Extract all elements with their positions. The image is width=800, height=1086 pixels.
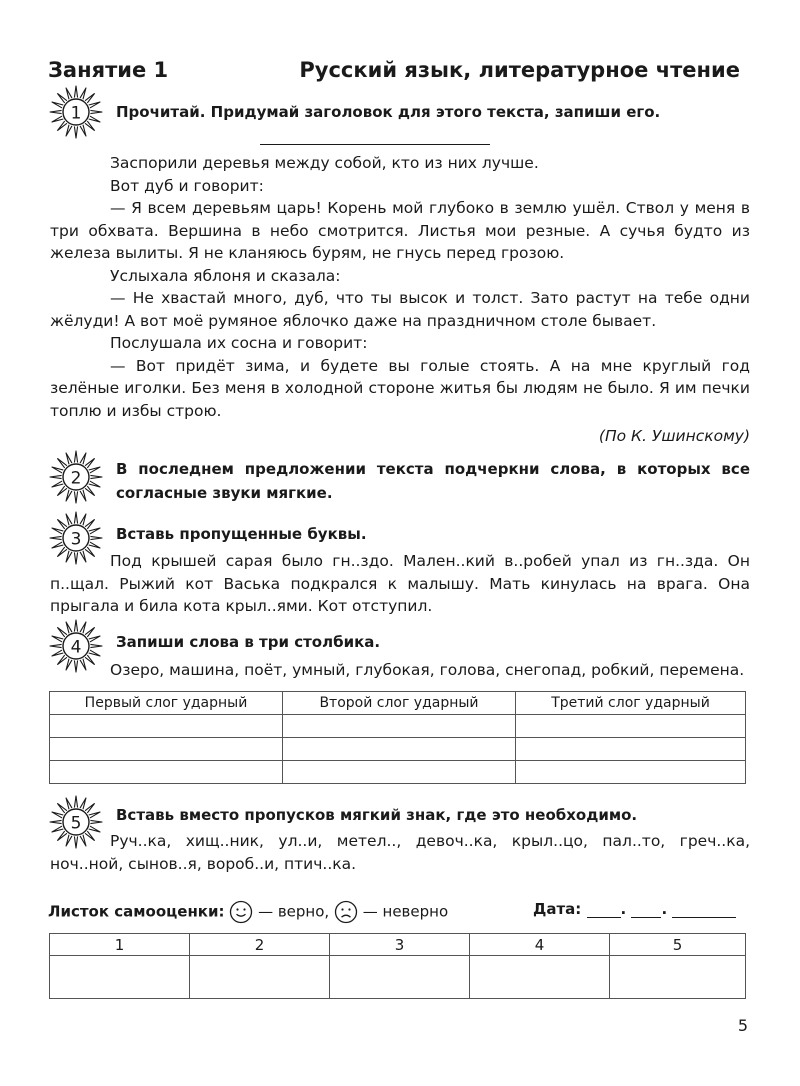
sun-ray <box>80 514 86 525</box>
table-row <box>50 715 746 738</box>
sun-ray <box>52 528 63 534</box>
wrong-label: — неверно <box>362 902 449 921</box>
sun-ray <box>50 475 62 478</box>
sun-ray <box>74 620 77 632</box>
sun-ray <box>74 512 77 524</box>
answer-cell[interactable] <box>516 761 746 784</box>
task5-title: Вставь вместо пропусков мягкий знак, где это необходимо. <box>116 806 638 824</box>
column-header: 3 <box>330 934 470 956</box>
score-cell[interactable] <box>330 956 470 999</box>
answer-cell[interactable] <box>516 715 746 738</box>
paragraph: — Я всем деревьям царь! Корень мой глубоко в землю ушёл. Ствол у меня в три обхвата. Вершина в небо смотрится. Листья мои резные. А сучья будто из железа вылиты. Я не кланяюсь бурям, не гнусь перед грозою. <box>50 199 750 262</box>
sun-ray <box>52 542 63 548</box>
sun-ray <box>66 125 72 136</box>
sun-ray <box>66 798 72 809</box>
sun-ray <box>50 644 62 647</box>
sun-ray <box>80 453 86 464</box>
sun-ray <box>90 644 102 647</box>
column-header: Первый слог ударный <box>50 692 283 715</box>
sun-ray <box>89 102 100 108</box>
subject-title: Русский язык, литературное чтение <box>299 58 740 82</box>
sun-ray <box>89 467 100 473</box>
sun-ray <box>66 490 72 501</box>
sun-ray <box>58 459 67 468</box>
sun-ray <box>58 520 67 529</box>
paragraph: Вот дуб и говорит: <box>110 176 264 195</box>
title-write-line[interactable] <box>260 144 490 145</box>
task4-text <box>50 659 750 682</box>
answer-cell[interactable] <box>283 715 516 738</box>
sun-ray <box>52 102 63 108</box>
task-number: 4 <box>70 637 82 658</box>
sun-ray <box>58 121 67 130</box>
task-number: 3 <box>70 529 82 550</box>
score-cell[interactable] <box>50 956 190 999</box>
sun-ray <box>89 528 100 534</box>
table-row <box>50 738 746 761</box>
paragraph: Послушала их сосна и говорит: <box>110 334 368 352</box>
sun-ray <box>74 126 77 138</box>
sun-ray <box>90 820 102 823</box>
paragraph: Под крышей сарая было гн..здо. Мален..кий в..робей упал из гн..зда. Он п..щал. Рыжий кот Васька подкрался к малышу. Мать кинулась на врага. Она прыгала и била кота крыл..ями. Кот отступил. <box>50 552 750 615</box>
sun-ray <box>85 459 94 468</box>
date-day-blank[interactable] <box>587 901 621 918</box>
sun-ray <box>58 94 67 103</box>
sun-ray <box>74 86 77 98</box>
sun-ray <box>80 798 86 809</box>
sun-ray <box>89 812 100 818</box>
date-label: Дата: <box>533 900 582 918</box>
table-row <box>50 761 746 784</box>
stress-columns-table <box>49 691 746 784</box>
task-number: 2 <box>70 468 82 489</box>
task3-text <box>50 550 750 618</box>
sun-ray <box>89 542 100 548</box>
sun-ray <box>89 116 100 122</box>
paragraph: Услыхала яблоня и сказала: <box>110 266 341 285</box>
frown-icon[interactable] <box>334 900 358 924</box>
score-cell[interactable] <box>190 956 330 999</box>
lesson-title: Занятие 1 <box>48 58 169 82</box>
paragraph: — Вот придёт зима, и будете вы голые стоять. А на мне круглый год зелёные иголки. Без меня в холодной стороне житья бы людям не было. Я им печки топлю и избы строю. <box>50 356 750 420</box>
sun-ray <box>85 486 94 495</box>
paragraph: — Не хвастай много, дуб, что ты высок и толст. Зато растут на тебе одни жёлуди! А вот моё румяное яблочко даже на праздничном столе бывает. <box>50 289 750 330</box>
column-header: Второй слог ударный <box>283 692 516 715</box>
column-header: 1 <box>50 934 190 956</box>
sun-ray <box>66 88 72 99</box>
sun-ray <box>66 622 72 633</box>
sun-ray <box>52 467 63 473</box>
sun-ray <box>66 453 72 464</box>
author-attribution: (По К. Ушинскому) <box>598 427 750 445</box>
date-year-blank[interactable] <box>672 901 736 918</box>
answer-cell[interactable] <box>283 738 516 761</box>
sun-icon <box>48 449 104 505</box>
task1-text <box>50 152 750 422</box>
sun-ray <box>74 796 77 808</box>
sun-ray <box>50 110 62 113</box>
table-header-row <box>50 692 746 715</box>
column-header: 5 <box>610 934 746 956</box>
sun-ray <box>50 536 62 539</box>
score-cell[interactable] <box>470 956 610 999</box>
sun-ray <box>58 486 67 495</box>
sun-ray <box>52 481 63 487</box>
sun-ray <box>85 628 94 637</box>
self-assessment-table <box>49 933 746 999</box>
table-header-row <box>50 934 746 956</box>
correct-label: — верно, <box>258 902 330 921</box>
sun-ray <box>85 121 94 130</box>
column-header: 2 <box>190 934 330 956</box>
paragraph: Заспорили деревья между собой, кто из них лучше. <box>110 154 539 172</box>
date-month-blank[interactable] <box>631 901 661 918</box>
sun-ray <box>80 125 86 136</box>
task2-title-line1: В последнем предложении текста подчеркни слова, в которых все <box>116 460 750 478</box>
task2-title-line2: согласные звуки мягкие. <box>116 484 333 502</box>
task5-text <box>50 830 750 875</box>
page-number: 5 <box>737 1016 748 1035</box>
sun-ray <box>66 514 72 525</box>
sun-ray <box>52 116 63 122</box>
sun-ray <box>58 628 67 637</box>
sun-ray <box>85 804 94 813</box>
sun-ray <box>89 650 100 656</box>
answer-cell[interactable] <box>50 761 283 784</box>
sun-ray <box>85 520 94 529</box>
sun-ray <box>74 491 77 503</box>
answer-cell[interactable] <box>516 738 746 761</box>
paragraph: Озеро, машина, поёт, умный, глубокая, голова, снегопад, робкий, перемена. <box>110 661 745 679</box>
sun-ray <box>50 820 62 823</box>
sun-icon <box>48 84 104 140</box>
sun-ray <box>58 804 67 813</box>
self-assessment-label: Листок самооценки: <box>48 902 225 921</box>
sun-ray <box>52 650 63 656</box>
sun-ray <box>80 622 86 633</box>
column-header: 4 <box>470 934 610 956</box>
task-number: 1 <box>70 103 82 124</box>
sun-ray <box>89 481 100 487</box>
self-assessment-line <box>48 900 448 924</box>
table-row <box>50 956 746 999</box>
sun-ray <box>85 94 94 103</box>
answer-cell[interactable] <box>283 761 516 784</box>
sun-ray <box>89 636 100 642</box>
smile-icon[interactable] <box>229 900 253 924</box>
sun-ray <box>80 490 86 501</box>
sun-ray <box>90 536 102 539</box>
answer-cell[interactable] <box>50 715 283 738</box>
task2-title <box>116 457 750 505</box>
answer-cell[interactable] <box>50 738 283 761</box>
task-number: 5 <box>70 813 82 834</box>
sun-ray <box>80 88 86 99</box>
task3-title: Вставь пропущенные буквы. <box>116 525 367 543</box>
score-cell[interactable] <box>610 956 746 999</box>
sun-ray <box>90 475 102 478</box>
sun-ray <box>90 110 102 113</box>
sun-ray <box>52 812 63 818</box>
paragraph: Руч..ка, хищ..ник, ул..и, метел.., девоч..ка, крыл..цо, пал..то, греч..ка, ноч..ной, сынов..я, вороб..и, птич..ка. <box>50 832 750 873</box>
date-field: Дата: . . <box>533 900 736 918</box>
task1-title: Прочитай. Придумай заголовок для этого текста, запиши его. <box>116 103 661 121</box>
column-header: Третий слог ударный <box>516 692 746 715</box>
sun-ray <box>74 451 77 463</box>
sun-ray <box>52 636 63 642</box>
task4-title: Запиши слова в три столбика. <box>116 633 381 651</box>
